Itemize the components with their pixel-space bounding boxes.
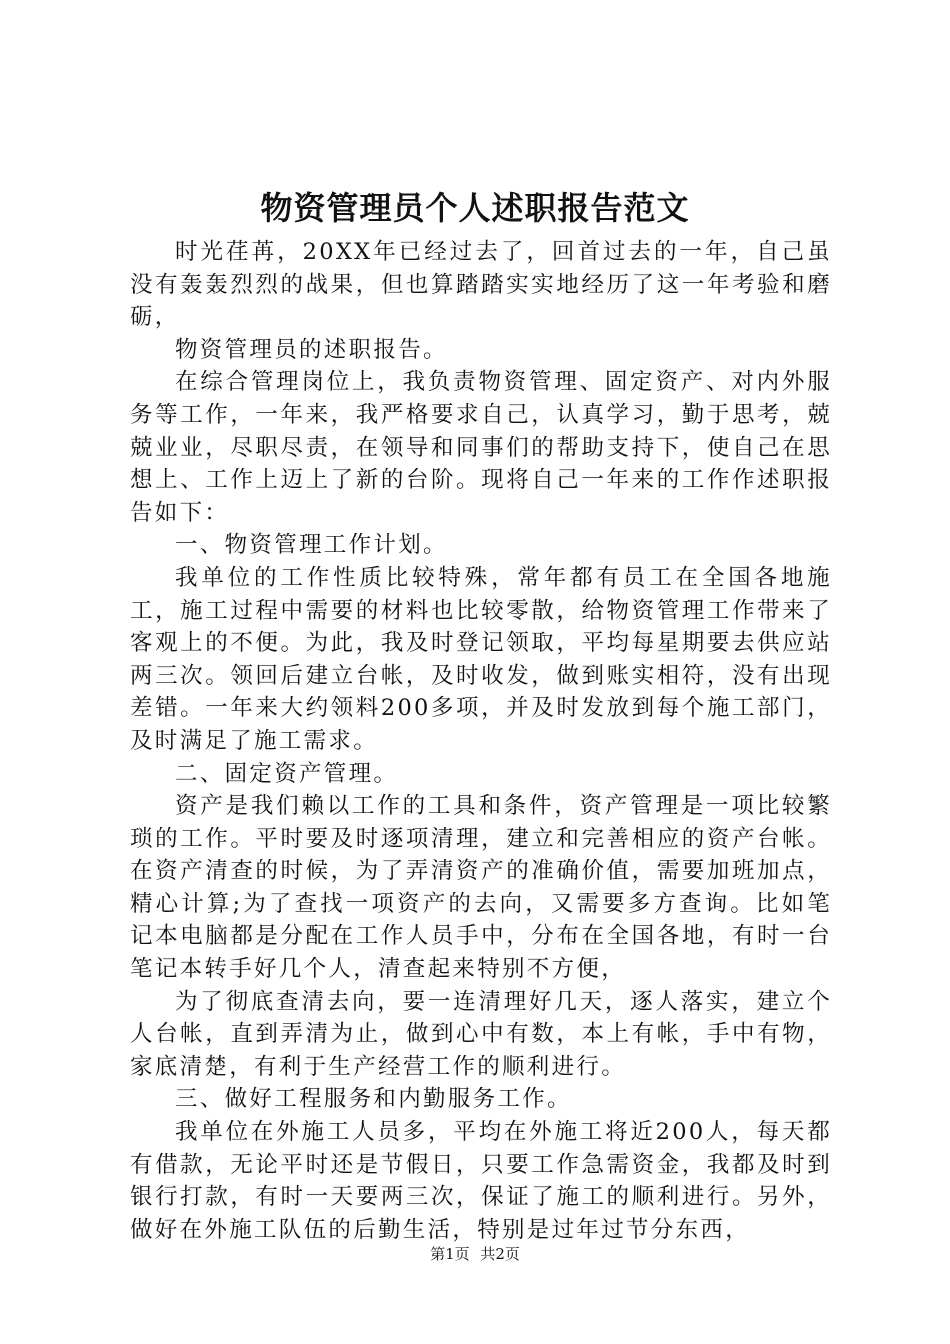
page-number-current: 第1页 <box>430 1245 470 1263</box>
paragraph-overview: 在综合管理岗位上，我负责物资管理、固定资产、对内外服务等工作，一年来，我严格要求自己，认真学习，勤于思考，兢兢业业，尽职尽责，在领导和同事们的帮助支持下，使自己在思想上、工作上迈上了新的台阶。现将自己一年来的工作作述职报告如下： <box>130 369 832 526</box>
paragraph-intro: 时光荏苒，20XX年已经过去了，回首过去的一年，自己虽没有轰轰烈烈的战果，但也算踏踏实实地经历了这一年考验和磨砺， <box>130 239 832 331</box>
paragraph-report-subject: 物资管理员的述职报告。 <box>175 336 448 363</box>
document-body <box>130 236 832 1246</box>
document-title: 物资管理员个人述职报告范文 <box>260 189 690 227</box>
section-heading-materials: 一、物资管理工作计划。 <box>175 532 448 559</box>
paragraph-services: 我单位在外施工人员多，平均在外施工将近200人，每天都有借款，无论平时还是节假日，只要工作急需资金，我都及时到银行打款，有时一天要两三次，保证了施工的顺利进行。另外，做好在外施工队伍的后勤生活，特别是过年过节分东西， <box>130 1119 832 1243</box>
page-footer <box>0 1244 950 1264</box>
paragraph-materials: 我单位的工作性质比较特殊，常年都有员工在全国各地施工，施工过程中需要的材料也比较零散，给物资管理工作带来了客观上的不便。为此，我及时登记领取，平均每星期要去供应站两三次。领回后建立台帐，及时收发，做到账实相符，没有出现差错。一年来大约领料200多项，并及时发放到每个施工部门，及时满足了施工需求。 <box>130 564 832 754</box>
page-number-total: 共2页 <box>480 1245 520 1263</box>
section-heading-services: 三、做好工程服务和内勤服务工作。 <box>175 1086 572 1113</box>
section-heading-fixed-assets: 二、固定资产管理。 <box>175 760 399 787</box>
paragraph-fixed-assets-continued: 为了彻底查清去向，要一连清理好几天，逐人落实，建立个人台帐，直到弄清为止，做到心中有数，本上有帐，手中有物，家底清楚，有利于生产经营工作的顺利进行。 <box>130 988 832 1080</box>
paragraph-fixed-assets: 资产是我们赖以工作的工具和条件，资产管理是一项比较繁琐的工作。平时要及时逐项清理，建立和完善相应的资产台帐。在资产清查的时候，为了弄清资产的准确价值，需要加班加点，精心计算;为了查找一项资产的去向，又需要多方查询。比如笔记本电脑都是分配在工作人员手中，分布在全国各地，有时一台笔记本转手好几个人，清查起来特别不方便， <box>130 793 832 983</box>
